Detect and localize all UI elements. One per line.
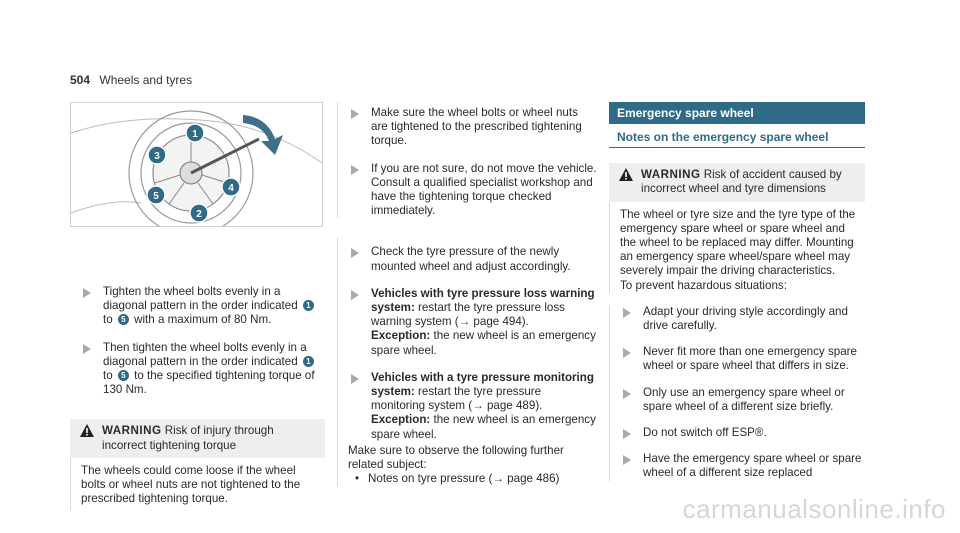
warning-title: Risk of injury through incorrect tightening torque — [102, 424, 274, 452]
warning-title: Risk of accident caused by incorrect wheel and tyre dimensions — [641, 168, 842, 196]
step-text: to — [103, 369, 116, 383]
callout-4 — [222, 178, 240, 196]
callout-badge: 1 — [303, 356, 314, 367]
step-text: If you are not sure, do not move the vehicle. Consult a qualified specialist workshop and have the tightening torque checked immediately. — [371, 161, 597, 218]
callout-badge: 5 — [118, 370, 129, 381]
step-text: to — [103, 313, 116, 327]
callout-badge: 1 — [303, 300, 314, 311]
callout-5 — [147, 186, 165, 204]
step-arrow-icon — [83, 344, 91, 354]
step-lead: Vehicles with a tyre pressure monitoring system: — [371, 370, 594, 399]
section-name: Wheels and tyres — [99, 73, 193, 87]
step-text: to the specified tightening torque of 130 Nm. — [103, 369, 315, 397]
svg-text:4: 4 — [228, 183, 234, 194]
svg-text:5: 5 — [153, 191, 159, 202]
step-text: restart the tyre pressure loss warning system (→ page 494). — [371, 301, 565, 329]
step-text: Have the emergency spare wheel or spare wheel of a different size replaced — [643, 452, 862, 480]
wheel-bolt-illustration — [70, 102, 323, 227]
svg-text:2: 2 — [196, 209, 202, 220]
instruction-step — [338, 162, 597, 219]
step-text: Make sure the wheel bolts or wheel nuts are tightened to the prescribed tightening torque. — [371, 106, 582, 148]
step-text: restart the tyre pressure monitoring system (→ page 489). — [371, 385, 543, 413]
step-arrow-icon — [623, 348, 631, 358]
step-text: Only use an emergency spare wheel or spare wheel of a different size briefly. — [643, 385, 845, 413]
instruction-step — [70, 285, 325, 328]
warning-paragraph: The wheel or tyre size and the tyre type of the emergency spare wheel or spare wheel and the wheel to be replaced may differ. Mounting an emergency spare wheel/spare wheel may severely impair the driving characteristics. — [620, 207, 856, 278]
step-text: Never fit more than one emergency spare wheel or spare wheel that differs in size. — [643, 345, 857, 373]
step-lead: Vehicles with tyre pressure loss warning system: — [371, 286, 595, 315]
step-arrow-icon — [623, 308, 631, 318]
warning-box — [70, 419, 325, 510]
instruction-step — [610, 452, 865, 480]
exception-label: Exception: — [371, 329, 431, 343]
step-text: Do not switch off ESP®. — [643, 426, 767, 440]
instruction-step — [338, 245, 597, 273]
warning-header — [609, 163, 865, 201]
instruction-step — [70, 341, 325, 398]
warning-triangle-icon — [80, 424, 94, 437]
instruction-step — [610, 345, 865, 373]
related-note: Make sure to observe the following further related subject: — [348, 443, 564, 472]
callout-3 — [148, 146, 166, 164]
step-arrow-icon — [351, 109, 359, 119]
instruction-step — [338, 287, 597, 358]
column-1 — [70, 102, 325, 510]
exception-text: the new wheel is an emergency spare wheel. — [371, 413, 596, 441]
step-text: Check the tyre pressure of the newly mounted wheel and adjust accordingly. — [371, 245, 571, 273]
warning-paragraph: To prevent hazardous situations: — [620, 278, 787, 292]
step-text: Adapt your driving style accordingly and drive carefully. — [643, 304, 848, 333]
subheading: Notes on the emergency spare wheel — [609, 124, 865, 148]
wheel-diagram — [71, 103, 322, 226]
step-text: with a maximum of 80 Nm. — [130, 313, 272, 327]
instruction-step — [610, 426, 865, 440]
step-text: Then tighten the wheel bolts evenly in a diagonal pattern in the order indicated — [103, 340, 307, 368]
step-arrow-icon — [351, 290, 359, 300]
step-arrow-icon — [351, 165, 359, 175]
watermark: carmanualsonline.info — [682, 494, 946, 524]
step-arrow-icon — [351, 248, 359, 258]
warning-triangle-icon — [619, 168, 633, 181]
instruction-step — [338, 371, 597, 442]
instruction-step — [338, 106, 597, 149]
warning-label: WARNING — [641, 168, 701, 182]
instruction-step — [610, 386, 865, 414]
step-arrow-icon — [623, 429, 631, 439]
column-3 — [609, 102, 865, 481]
instruction-step — [610, 305, 865, 333]
step-text: Tighten the wheel bolts evenly in a diagonal pattern in the order indicated — [103, 285, 301, 313]
step-arrow-icon — [623, 389, 631, 399]
callout-1 — [186, 124, 204, 142]
bullet-icon: • — [355, 472, 360, 486]
callout-2 — [190, 204, 208, 222]
warning-body: The wheels could come loose if the wheel bolts or wheel nuts are not tightened to the prescribed tightening torque. — [70, 458, 325, 511]
link-text[interactable]: Notes on tyre pressure (→ page 486) — [368, 472, 560, 486]
related-link[interactable] — [338, 472, 597, 486]
step-arrow-icon — [83, 288, 91, 298]
page-header — [70, 73, 192, 87]
step-arrow-icon — [623, 455, 631, 465]
svg-text:1: 1 — [192, 129, 198, 140]
svg-text:3: 3 — [154, 151, 160, 162]
exception-label: Exception: — [371, 413, 431, 427]
column-2 — [337, 102, 597, 486]
warning-label: WARNING — [102, 424, 162, 438]
callout-badge: 5 — [118, 314, 129, 325]
section-title: Emergency spare wheel — [609, 102, 865, 124]
step-arrow-icon — [351, 374, 359, 384]
exception-text: the new wheel is an emergency spare wheel. — [371, 329, 596, 357]
page-number: 504 — [70, 73, 91, 87]
warning-header — [70, 419, 325, 457]
